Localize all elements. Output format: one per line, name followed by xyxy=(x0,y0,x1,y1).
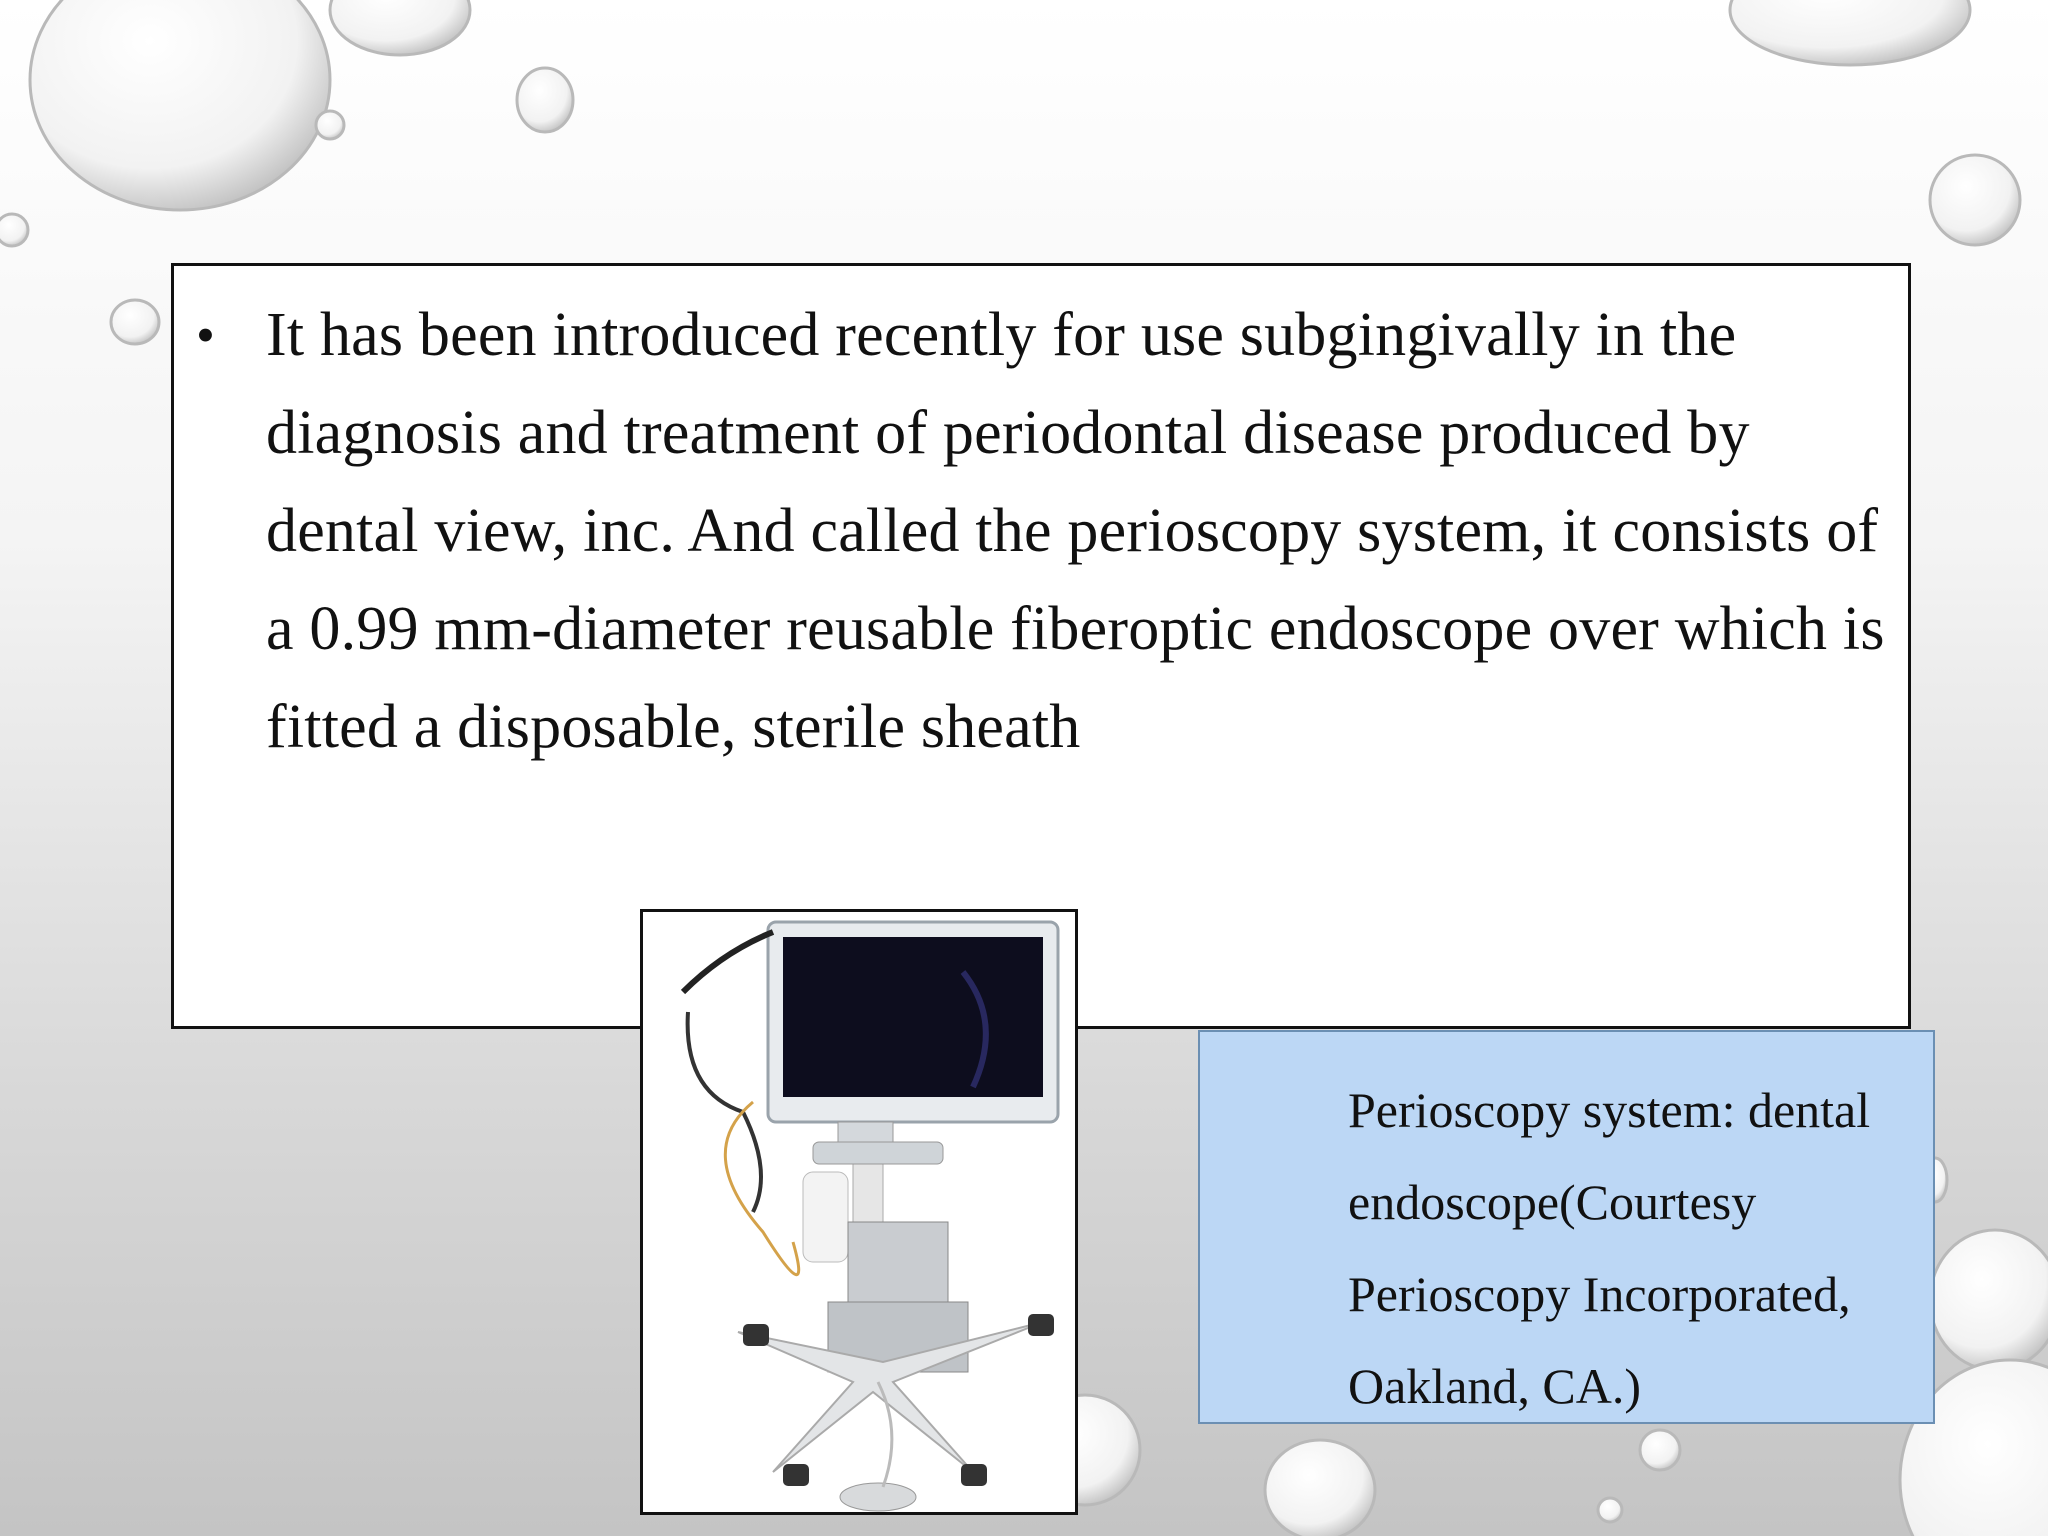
bullet-dot-icon: • xyxy=(196,305,215,365)
caption-box xyxy=(1198,1030,1935,1424)
perioscopy-cart-image xyxy=(640,909,1078,1515)
bullet-item xyxy=(196,286,1896,776)
caption-text: Perioscopy system: dental endoscope(Courtesy Perioscopy Incorporated, Oakland, CA.) xyxy=(1348,1082,1871,1414)
bullet-text: It has been introduced recently for use subgingivally in the diagnosis and treatment of periodontal disease produced by dental view, inc. And called the perioscopy system, it consists of a 0.99 mm-diameter reusable fiberoptic endoscope over which is fitted a disposable, sterile sheath xyxy=(266,301,1885,761)
droplet-large-top-left xyxy=(30,0,330,210)
perioscopy-cart-illustration xyxy=(643,912,1075,1512)
